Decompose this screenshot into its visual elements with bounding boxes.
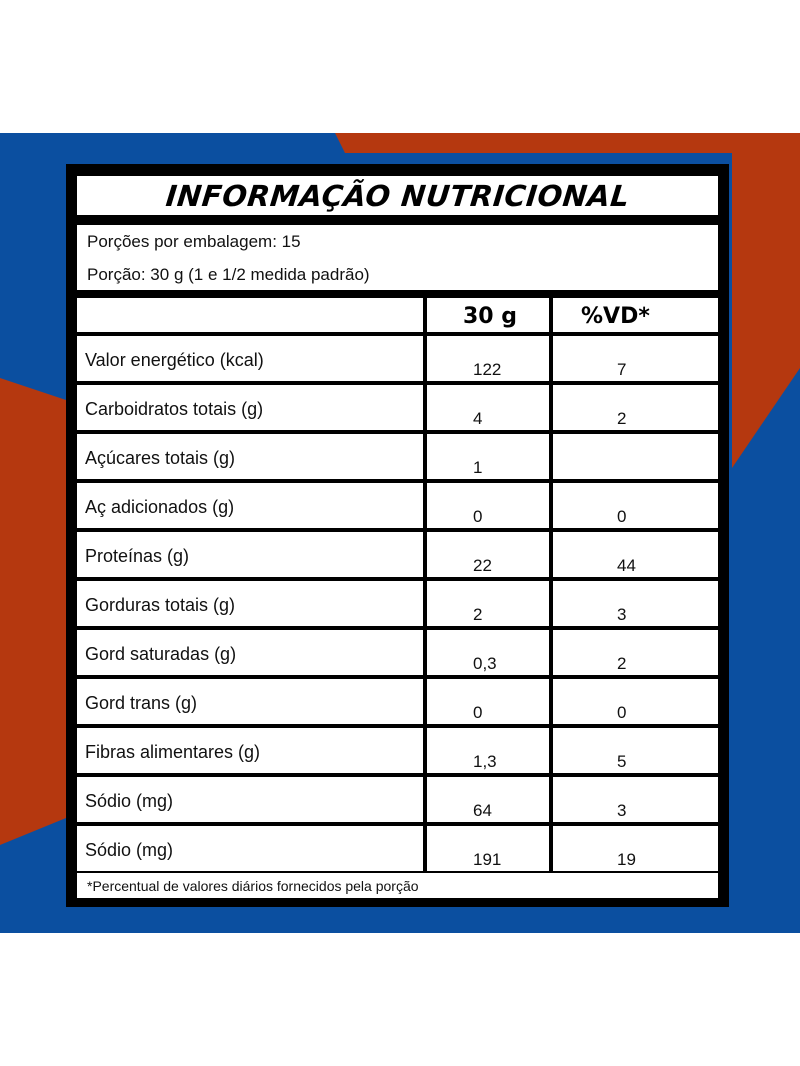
nutrient-dv: 2	[617, 409, 627, 428]
nutrient-dv: 3	[617, 801, 627, 820]
nutrient-name: Sódio (mg)	[85, 791, 174, 811]
table-row-amount	[427, 532, 549, 577]
nutrient-dv: 0	[617, 703, 627, 722]
table-row-label	[77, 434, 423, 479]
panel-title: INFORMAÇÃO NUTRICIONAL	[163, 178, 632, 213]
table-row-dv	[553, 336, 718, 381]
header-dv: %VD*	[581, 304, 650, 329]
nutrient-name: Açúcares totais (g)	[85, 448, 236, 468]
nutrient-dv: 2	[617, 654, 627, 673]
nutrient-dv: 5	[617, 752, 627, 771]
portion-size: Porção: 30 g (1 e 1/2 medida padrão)	[87, 265, 370, 284]
table-row-label	[77, 336, 423, 381]
nutrient-dv: 3	[617, 605, 627, 624]
table-row-dv	[553, 630, 718, 675]
table-row-amount	[427, 728, 549, 773]
nutrient-name: Fibras alimentares (g)	[85, 742, 261, 762]
table-row-amount	[427, 630, 549, 675]
nutrient-amount: 1,3	[473, 752, 497, 771]
header-amount-cell	[427, 298, 549, 332]
table-row-dv	[553, 385, 718, 430]
nutrient-dv: 44	[617, 556, 636, 575]
table-row-label	[77, 532, 423, 577]
nutrient-amount: 4	[473, 409, 483, 428]
header-dv-cell	[553, 298, 718, 332]
nutrient-amount: 0	[473, 703, 483, 722]
nutrition-facts-panel	[66, 164, 729, 907]
nutrient-name: Gord saturadas (g)	[85, 644, 237, 664]
nutrient-name: Valor energético (kcal)	[85, 350, 264, 370]
nutrient-amount: 191	[473, 850, 502, 869]
header-amount: 30 g	[463, 304, 518, 329]
table-row-label	[77, 777, 423, 822]
nutrient-amount: 0	[473, 507, 483, 526]
footnote: *Percentual de valores diários fornecidos pela porção	[87, 878, 419, 894]
header-blank-cell	[77, 298, 423, 332]
nutrient-dv: 7	[617, 360, 627, 379]
nutrient-dv: 0	[617, 507, 627, 526]
nutrient-dv: 19	[617, 850, 636, 869]
table-row-amount	[427, 679, 549, 724]
nutrient-name: Gord trans (g)	[85, 693, 198, 713]
nutrient-amount: 64	[473, 801, 492, 820]
table-row-dv	[553, 728, 718, 773]
table-row-dv	[553, 532, 718, 577]
label-artboard	[0, 133, 800, 933]
table-row-dv	[553, 581, 718, 626]
servings-per-package: Porções por embalagem: 15	[87, 232, 301, 251]
table-row-label	[77, 630, 423, 675]
table-row-dv	[553, 434, 718, 479]
table-row-label	[77, 483, 423, 528]
nutrient-name: Carboidratos totais (g)	[85, 399, 264, 419]
table-row-label	[77, 826, 423, 871]
table-row-dv	[553, 826, 718, 871]
nutrient-name: Gorduras totais (g)	[85, 595, 236, 615]
table-row-label	[77, 385, 423, 430]
orange-shape-left	[0, 378, 66, 845]
table-row-dv	[553, 679, 718, 724]
nutrient-amount: 22	[473, 556, 492, 575]
table-row-amount	[427, 385, 549, 430]
table-row-label	[77, 581, 423, 626]
nutrient-name: Aç adicionados (g)	[85, 497, 235, 517]
nutrient-amount: 0,3	[473, 654, 497, 673]
footnote-cell	[77, 873, 718, 898]
title-cell	[77, 176, 718, 215]
nutrient-name: Proteínas (g)	[85, 546, 190, 566]
table-row-dv	[553, 483, 718, 528]
table-row-amount	[427, 826, 549, 871]
table-row-amount	[427, 777, 549, 822]
servings-cell	[77, 225, 718, 290]
table-row-dv	[553, 777, 718, 822]
nutrient-amount: 122	[473, 360, 502, 379]
table-row-label	[77, 728, 423, 773]
table-row-amount	[427, 336, 549, 381]
table-row-amount	[427, 434, 549, 479]
table-row-label	[77, 679, 423, 724]
nutrient-amount: 1	[473, 458, 483, 477]
nutrient-name: Sódio (mg)	[85, 840, 174, 860]
table-row-amount	[427, 483, 549, 528]
table-row-amount	[427, 581, 549, 626]
nutrient-amount: 2	[473, 605, 483, 624]
